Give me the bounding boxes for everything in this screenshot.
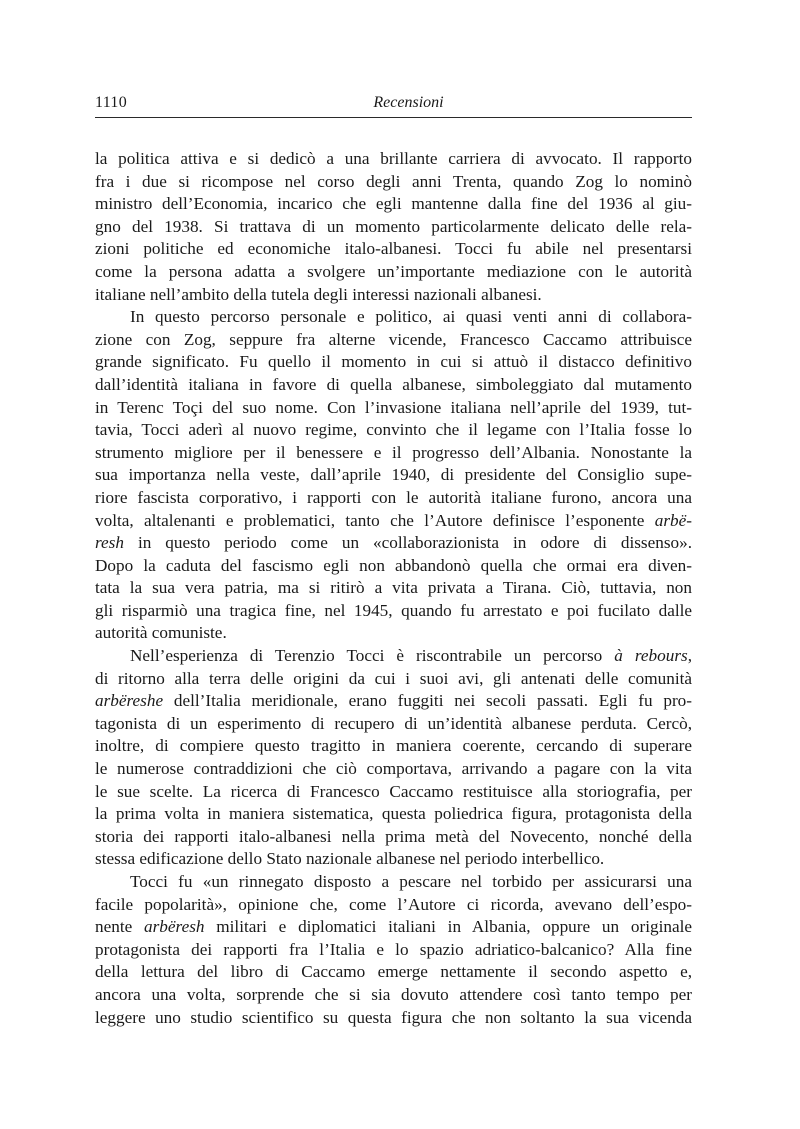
text-line	[95, 510, 692, 533]
text-line: della lettura del libro di Caccamo emerge nettamente il secondo aspetto e,	[95, 962, 692, 982]
text-fragment: ,	[687, 646, 692, 666]
text-line	[95, 690, 692, 713]
text-line: strumento migliore per il benessere e il progresso dell’Albania. Nonostante la	[95, 442, 692, 462]
text-line: gli risparmiò una tragica fine, nel 1945, quando fu arrestato e poi fucilato dalle	[95, 600, 692, 620]
text-line	[95, 645, 692, 668]
text-line: in Terenc Toçi del suo nome. Con l’invasione italiana nell’aprile del 1939, tut-	[95, 397, 692, 417]
text-line: dall’identità italiana in favore di quella albanese, simboleggiato dal mutamento	[95, 374, 692, 394]
text-line: leggere uno studio scientifico su questa figura che non soltanto la sua vicenda	[95, 1007, 692, 1027]
text-line: riore fascista corporativo, i rapporti con le autorità italiane furono, ancora una	[95, 487, 692, 507]
text-fragment: Nell’esperienza di Terenzio Tocci è riscontrabile un percorso	[130, 646, 615, 666]
text-line: inoltre, di compiere questo tragitto in maniera coerente, cercando di superare	[95, 736, 692, 756]
text-line: sua importanza nella veste, dall’aprile 1940, di presidente del Consiglio supe-	[95, 465, 692, 485]
paragraph-2	[95, 306, 692, 645]
text-fragment: in questo periodo come un «collaborazionista in odore di dissenso».	[123, 533, 692, 553]
text-fragment: volta, altalenanti e problematici, tanto che l’Autore definisce l’esponente	[95, 510, 655, 530]
text-line: Tocci fu «un rinnegato disposto a pescare nel torbido per assicurarsi una	[130, 872, 692, 891]
page-header	[95, 93, 692, 118]
running-head: Recensioni	[373, 94, 444, 111]
text-line: la politica attiva e si dedicò a una brillante carriera di avvocato. Il rapporto	[95, 149, 692, 168]
text-line: zione con Zog, seppure fra alterne vicende, Francesco Caccamo attribuisce	[95, 329, 692, 349]
text-line: fra i due si ricompose nel corso degli anni Trenta, quando Zog lo nominò	[95, 171, 692, 191]
text-line: tagonista di un esperimento di recupero di un’identità albanese perduta. Cercò,	[95, 713, 692, 733]
text-line: le sue scelte. La ricerca di Francesco Caccamo restituisce alla storiografia, per	[95, 781, 692, 801]
text-fragment	[163, 691, 174, 710]
text-line: protagonista dei rapporti fra l’Italia e lo spazio adriatico-balcanico? Alla fine	[95, 939, 692, 959]
text-line: come la persona adatta a svolgere un’importante mediazione con le autorità	[95, 261, 692, 281]
paragraph-3	[95, 645, 692, 871]
italic-term: arbëresh	[144, 917, 205, 937]
text-fragment: militari e diplomatici italiani in Albania, oppure un originale	[204, 917, 692, 937]
text-fragment: dell’Italia meridionale, erano fuggiti nei secoli passati. Egli fu pro-	[173, 691, 692, 711]
text-line	[95, 532, 692, 555]
text-line: zioni politiche ed economiche italo-albanesi. Tocci fu abile nel presentarsi	[95, 239, 692, 259]
text-line: facile popolarità», opinione che, come l’Autore ci ricorda, avevano dell’espo-	[95, 894, 692, 914]
italic-term: resh	[95, 533, 124, 553]
text-line	[95, 916, 692, 939]
text-line: italiane nell’ambito della tutela degli interessi nazionali albanesi.	[95, 284, 542, 304]
paragraph-1	[95, 148, 692, 306]
page-number: 1110	[95, 94, 128, 111]
text-line: grande significato. Fu quello il momento in cui si attuò il distacco definitivo	[95, 352, 692, 372]
text-line: tata la sua vera patria, ma si ritirò a vita privata a Tirana. Ciò, tuttavia, non	[95, 578, 692, 598]
text-line: la prima volta in maniera sistematica, questa poliedrica figura, protagonista della	[95, 804, 692, 824]
text-line: storia dei rapporti italo-albanesi nella prima metà del Novecento, nonché della	[95, 826, 692, 846]
text-line: In questo percorso personale e politico, ai quasi venti anni di collabora-	[130, 307, 692, 327]
text-fragment: nente	[95, 917, 145, 937]
text-line: autorità comuniste.	[95, 623, 227, 643]
text-line: ministro dell’Economia, incarico che egli mantenne dalla fine del 1936 al giu-	[95, 194, 692, 214]
body-text	[95, 148, 692, 1029]
paragraph-4	[95, 871, 692, 1029]
text-line: ancora una volta, sorprende che si sia dovuto attendere così tanto tempo per	[95, 984, 692, 1004]
text-line: stessa edificazione dello Stato nazionale albanese nel periodo interbellico.	[95, 849, 605, 869]
text-line: le numerose contraddizioni che ciò comportava, arrivando a pagare con la vita	[95, 759, 692, 779]
italic-term: arbëreshe	[95, 691, 164, 711]
text-line: di ritorno alla terra delle origini da cui i suoi avi, gli antenati delle comunità	[95, 668, 692, 688]
text-line: tavia, Tocci aderì al nuovo regime, convinto che il legame con l’Italia fosse lo	[95, 420, 692, 440]
italic-term: arbë-	[654, 510, 692, 530]
text-line: Dopo la caduta del fascismo egli non abbandonò quella che ormai era diven-	[95, 555, 692, 575]
italic-term: à rebours	[614, 646, 688, 666]
text-line: gno del 1938. Si trattava di un momento particolarmente delicato delle rela-	[95, 216, 692, 236]
